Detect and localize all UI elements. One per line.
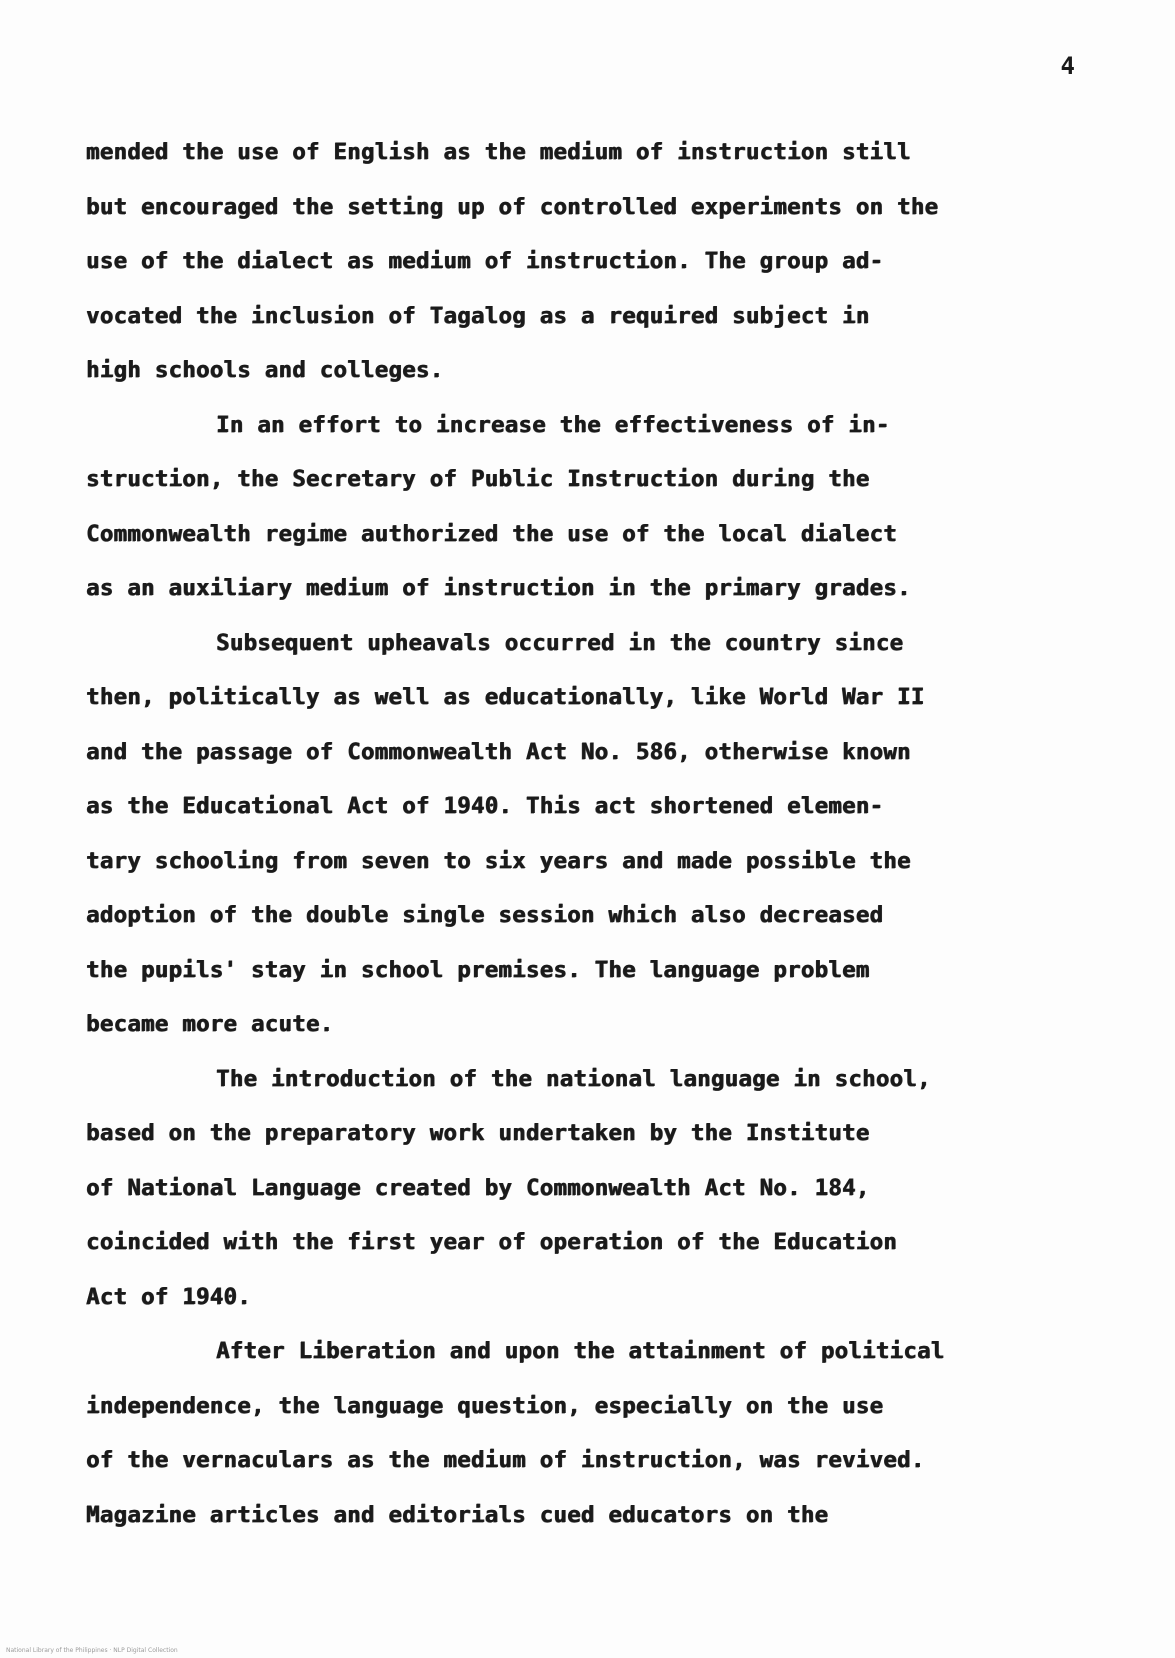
text-line: mended the use of English as the medium of instruction still bbox=[86, 139, 911, 165]
text-line: of the vernaculars as the medium of instruction, was revived. bbox=[86, 1447, 925, 1473]
body-text bbox=[86, 125, 1086, 1542]
scan-footer-note: National Library of the Philippines · NLP Digital Collection bbox=[6, 1647, 178, 1654]
text-line: coincided with the first year of operation of the Education bbox=[86, 1229, 898, 1255]
text-line: as the Educational Act of 1940. This act shortened elemen- bbox=[86, 793, 884, 819]
text-line: and the passage of Commonwealth Act No. 586, otherwise known bbox=[86, 738, 911, 765]
text-line: use of the dialect as medium of instruction. The group ad- bbox=[86, 248, 884, 274]
text-line: independence, the language question, especially on the use bbox=[86, 1392, 884, 1419]
page-number: 4 bbox=[1060, 52, 1075, 80]
paragraph-start-line: After Liberation and upon the attainment of political bbox=[216, 1338, 945, 1364]
text-line: adoption of the double single session which also decreased bbox=[86, 902, 884, 928]
text-line: vocated the inclusion of Tagalog as a required subject in bbox=[86, 302, 870, 329]
text-line: became more acute. bbox=[86, 1011, 334, 1037]
text-line: Magazine articles and editorials cued educators on the bbox=[86, 1501, 829, 1528]
text-line: as an auxiliary medium of instruction in the primary grades. bbox=[86, 575, 911, 601]
paragraph-start-line: Subsequent upheavals occurred in the country since bbox=[216, 629, 904, 656]
text-line: struction, the Secretary of Public Instruction during the bbox=[86, 466, 870, 492]
paragraph-start-line: In an effort to increase the effectiveness of in- bbox=[216, 411, 890, 438]
paragraph-start-line: The introduction of the national language in school, bbox=[216, 1065, 931, 1092]
text-line: of National Language created by Commonwealth Act No. 184, bbox=[86, 1174, 870, 1201]
text-line: then, politically as well as educationally, like World War II bbox=[86, 684, 925, 710]
text-line: high schools and colleges. bbox=[86, 357, 444, 383]
text-line: Commonwealth regime authorized the use of the local dialect bbox=[86, 520, 898, 547]
text-line: Act of 1940. bbox=[86, 1283, 251, 1310]
text-line: the pupils' stay in school premises. The language problem bbox=[86, 956, 870, 983]
text-line: based on the preparatory work undertaken by the Institute bbox=[86, 1120, 870, 1146]
text-line: tary schooling from seven to six years and made possible the bbox=[86, 847, 911, 874]
text-line: but encouraged the setting up of controlled experiments on the bbox=[86, 193, 939, 220]
